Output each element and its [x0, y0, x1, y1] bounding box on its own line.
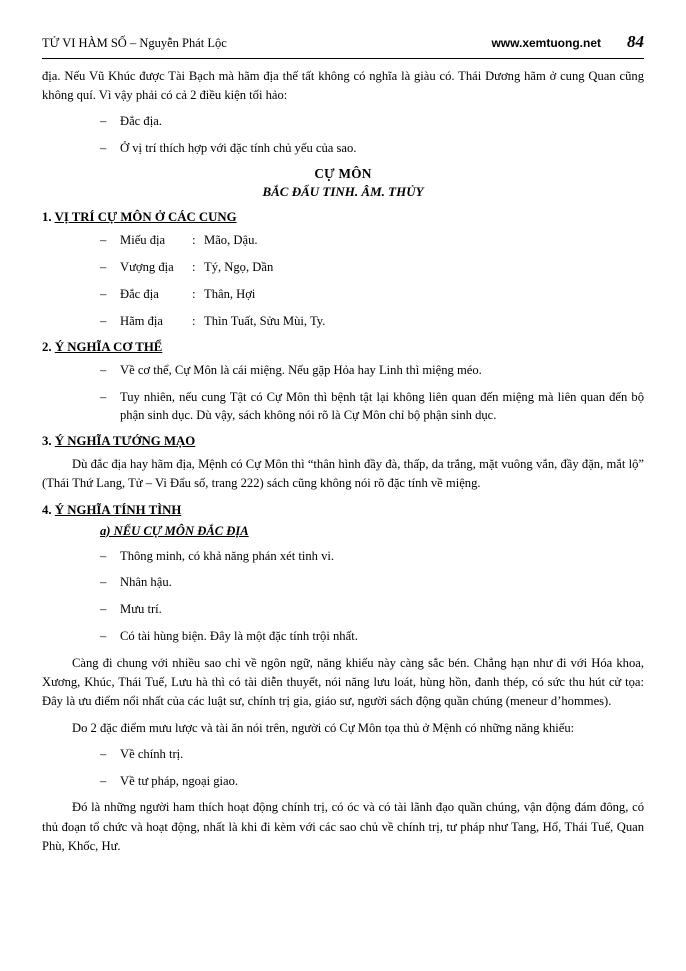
section-4-sub-label-text: a) NẾU CỰ MÔN ĐẮC ĐỊA: [100, 523, 249, 538]
position-value: Mão, Dậu.: [204, 233, 258, 248]
position-row: [120, 258, 273, 277]
list-item: [42, 388, 644, 426]
list-item: – Đắc địa.: [42, 112, 644, 131]
list-item: – Về chính trị.: [42, 745, 644, 764]
section-1-heading: [42, 210, 644, 225]
list-item-text: Tuy nhiên, nếu cung Tật có Cự Môn thì bệnh tật lại không liên quan đến miệng mà liên quan đến bộ phận sinh dục. Dù vậy, sách không nói rõ là Cự Môn chỉ bộ phận sinh dục.: [120, 389, 644, 423]
list-item: – Nhân hậu.: [42, 573, 644, 592]
intro-paragraph: địa. Nếu Vũ Khúc được Tài Bạch mà hãm địa thế tất không có nghĩa là giàu có. Thái Dương hãm ở cung Quan cũng không quí. Vì vậy phải có cả 2 điều kiện tối hảo:: [42, 69, 644, 103]
page-header: [42, 32, 644, 56]
position-separator: :: [192, 233, 196, 248]
list-item: – Ở vị trí thích hợp với đặc tính chủ yếu của sao.: [42, 139, 644, 158]
position-value: Tý, Ngọ, Dần: [204, 259, 274, 274]
section-1-title: VỊ TRÍ CỰ MÔN Ở CÁC CUNG: [54, 210, 237, 225]
section-2-heading: [42, 340, 644, 355]
position-value: Thìn Tuất, Sửu Mùi, Ty.: [204, 313, 326, 328]
header-right-group: [491, 32, 644, 52]
intro-bullet-list: [42, 112, 644, 158]
section-2-number: 2.: [42, 339, 52, 354]
header-website: www.xemtuong.net: [491, 36, 601, 50]
section-4-heading: [42, 503, 644, 518]
section-3-number: 3.: [42, 434, 52, 449]
position-separator: :: [192, 286, 196, 301]
section-4-bullet-list: [42, 547, 644, 647]
section-4-paragraph-1: Càng đi chung với nhiều sao chỉ về ngôn ngữ, năng khiếu này càng sắc bén. Chẳng hạn như đi với Hóa khoa, Xương, Khúc, Thái Tuế, Lưu hà thì có tài diễn thuyết, nói năng lưu loát, hùng hồn, đanh thép, có sức thu hút cử tọa: Đây là ưu điểm nổi nhất của các luật sư, chính trị gia, giáo sư, người sách động quần chúng (meneur d’hommes).: [42, 656, 644, 709]
position-row: [120, 231, 258, 250]
list-item: [42, 285, 644, 304]
section-1-number: 1.: [42, 210, 52, 225]
section-4-sub-label: [42, 524, 644, 539]
section-4-closing-paragraph: Đó là những người ham thích hoạt động chính trị, có óc và có tài lãnh đạo quần chúng, vận động đám đông, có thủ đoạn tổ chức và hoạt động, nhất là khi đi kèm với các sao chủ về chính trị, tư pháp như Tang, Hổ, Thái Tuế, Quan Phù, Khốc, Hư.: [42, 800, 644, 853]
list-item: – Có tài hùng biện. Đây là một đặc tính trội nhất.: [42, 627, 644, 646]
section-2-bullet-list: [42, 361, 644, 426]
position-separator: :: [192, 313, 196, 328]
section-3-heading: [42, 434, 644, 449]
position-label: Hãm địa: [120, 313, 164, 328]
section-3-paragraph: Dù đắc địa hay hãm địa, Mệnh có Cự Môn thì “thân hình đầy đà, thấp, da trắng, mặt vuông vắn, đầy đặn, mắt lộ” (Thái Thứ Lang, Tử – Vi Đẩu số, trang 222) sách cũng không nói rõ đặc tính về miệng.: [42, 457, 644, 491]
star-title: CỰ MÔN: [314, 166, 372, 182]
list-item: – Thông minh, có khả năng phán xét tinh vi.: [42, 547, 644, 566]
section-4-bullet-list-2: [42, 745, 644, 791]
position-label: Vượng địa: [120, 259, 174, 274]
position-label: Miếu địa: [120, 233, 166, 248]
header-book-title: TỬ VI HÀM SỐ – Nguyễn Phát Lộc: [42, 36, 227, 50]
list-item: [42, 258, 644, 277]
section-4-number: 4.: [42, 502, 52, 517]
list-item: – Mưu trí.: [42, 600, 644, 619]
section-1-position-list: [42, 231, 644, 331]
list-item: – Về cơ thể, Cự Môn là cái miệng. Nếu gặp Hỏa hay Linh thì miệng méo.: [42, 361, 644, 380]
list-item: [42, 231, 644, 250]
position-label: Đắc địa: [120, 286, 159, 301]
header-divider: [42, 58, 644, 59]
list-item: – Về tư pháp, ngoại giao.: [42, 772, 644, 791]
star-subtitle: BẮC ĐẨU TINH. ÂM. THỦY: [262, 184, 424, 200]
position-value: Thân, Hợi: [204, 286, 256, 301]
section-4-title: Ý NGHĨA TÍNH TÌNH: [54, 502, 182, 517]
position-separator: :: [192, 259, 196, 274]
position-row: [120, 312, 325, 331]
section-2-title: Ý NGHĨA CƠ THỂ: [54, 339, 163, 354]
section-3-title: Ý NGHĨA TƯỚNG MẠO: [54, 434, 196, 449]
section-4-paragraph-2: Do 2 đặc điểm mưu lược và tài ăn nói trên, người có Cự Môn tọa thủ ở Mệnh có những năng khiếu:: [72, 720, 575, 735]
position-row: [120, 285, 255, 304]
page-number: 84: [627, 32, 644, 51]
list-item: [42, 312, 644, 331]
